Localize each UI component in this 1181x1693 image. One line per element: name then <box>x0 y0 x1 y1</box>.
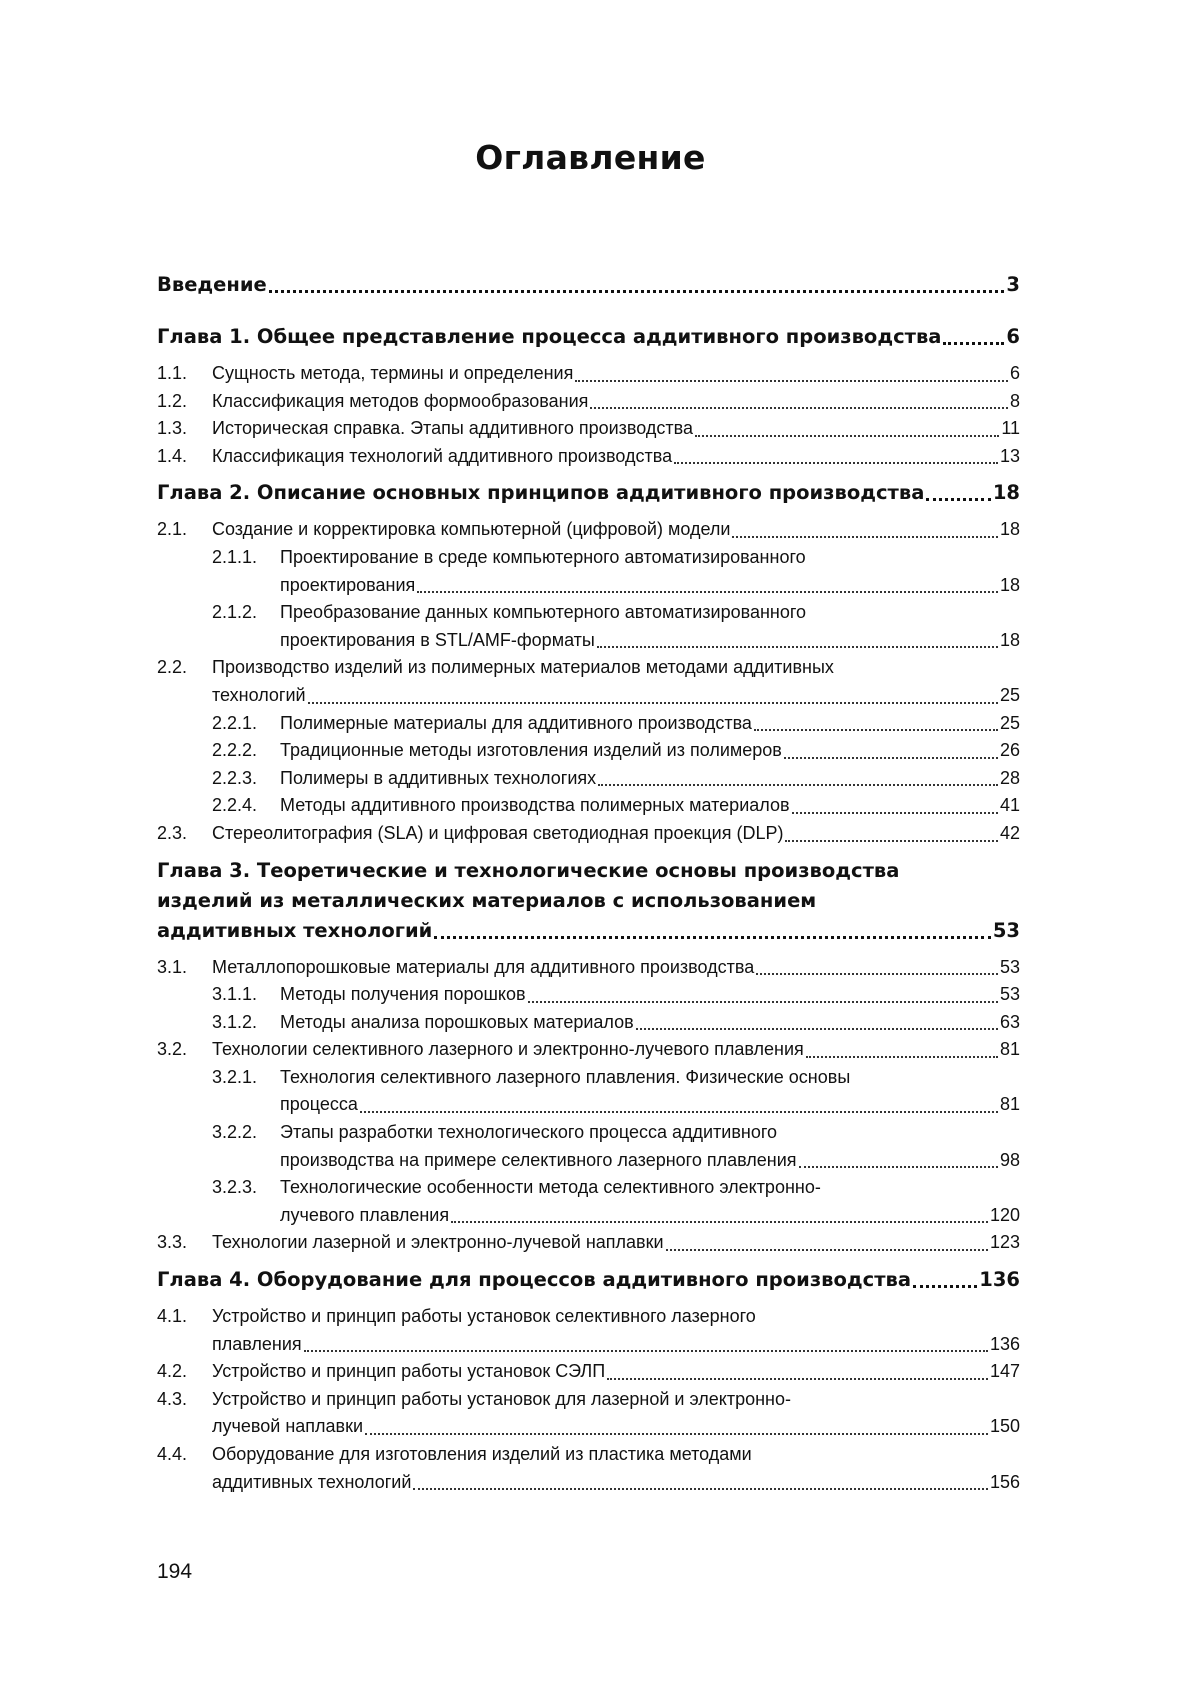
toc-entry-number: 4.1. <box>157 1306 188 1327</box>
toc-entry-text: Металлопорошковые материалы для аддитивного производства <box>212 956 755 977</box>
leader-dots <box>926 497 991 501</box>
toc-page-number: 120 <box>989 1204 1020 1225</box>
toc-entry-text: проектирования в STL/AMF-форматы <box>280 629 595 650</box>
toc-entry[interactable] <box>157 360 1020 388</box>
toc-page-number: 53 <box>999 956 1020 977</box>
toc-entry-number: 1.3. <box>157 418 188 439</box>
toc-entry-text: технологий <box>212 684 306 705</box>
toc-entry-number: 1.4. <box>157 445 188 466</box>
toc-page-number: 8 <box>1009 390 1020 411</box>
toc-entry-text: Глава 1. Общее представление процесса аддитивного производства <box>157 325 942 348</box>
toc-entry[interactable] <box>157 443 1020 471</box>
toc-entry-continuation[interactable] <box>157 1331 1020 1359</box>
toc-entry-number: 3.1. <box>157 956 188 977</box>
toc-entry-text: Преобразование данных компьютерного автоматизированного <box>280 602 807 623</box>
toc-entry[interactable] <box>157 1009 1020 1037</box>
toc-page-number: 150 <box>989 1416 1020 1437</box>
toc-entry-number: 4.4. <box>157 1444 188 1464</box>
toc-entry[interactable] <box>157 544 1020 572</box>
leader-dots <box>943 341 1004 345</box>
toc-entry-continuation[interactable] <box>157 572 1020 600</box>
leader-dots <box>799 1165 998 1168</box>
toc-entry-text: Полимеры в аддитивных технологиях <box>280 767 597 788</box>
toc-entry[interactable] <box>157 1064 1020 1092</box>
toc-entry-number: 3.1.2. <box>212 1011 258 1032</box>
toc-entry-continuation[interactable] <box>157 1147 1020 1175</box>
leader-dots <box>636 1027 998 1030</box>
toc-entry[interactable] <box>157 954 1020 982</box>
toc-entry-number: 2.1.1. <box>212 546 258 567</box>
toc-entry-continuation[interactable] <box>157 627 1020 655</box>
toc-entry-number: 2.2.1. <box>212 712 258 733</box>
toc-entry[interactable] <box>157 820 1020 848</box>
toc-entry-text: Традиционные методы изготовления изделий из полимеров <box>280 740 782 761</box>
toc-page-number: 26 <box>999 740 1020 761</box>
toc-entry-continuation[interactable] <box>157 1413 1020 1441</box>
leader-dots <box>784 756 998 759</box>
toc-entry-number: 3.2. <box>157 1039 188 1060</box>
toc-entry[interactable] <box>157 415 1020 443</box>
toc-entry-text: Историческая справка. Этапы аддитивного производства <box>212 418 693 439</box>
toc-entry-number: 3.3. <box>157 1232 188 1253</box>
toc-entry-number: 2.2. <box>157 657 188 678</box>
toc-entry[interactable] <box>157 792 1020 820</box>
leader-dots <box>674 461 998 464</box>
toc-entry-text: Методы получения порошков <box>280 984 526 1005</box>
leader-dots <box>785 839 998 842</box>
toc-entry-text: Методы аддитивного производства полимерных материалов <box>280 795 790 816</box>
toc-entry-text: плавления <box>212 1333 302 1354</box>
toc-entry-text: Методы анализа порошковых материалов <box>280 1011 634 1032</box>
toc-entry-text: Технологии лазерной и электронно-лучевой наплавки <box>212 1232 664 1253</box>
leader-dots <box>590 406 1008 409</box>
toc-page-number: 13 <box>999 445 1020 466</box>
toc-page-number: 3 <box>1006 273 1020 296</box>
leader-dots <box>913 1284 977 1288</box>
toc-entry-text: Полимерные материалы для аддитивного производства <box>280 712 752 733</box>
toc-entry-text: Глава 2. Описание основных принципов аддитивного производства <box>157 481 925 505</box>
toc-entry-text: процесса <box>280 1094 358 1115</box>
toc-entry-text: Устройство и принцип работы установок селективного лазерного <box>212 1306 756 1327</box>
toc-entry[interactable] <box>157 765 1020 793</box>
toc-entry[interactable] <box>157 516 1020 544</box>
toc-entry-text: лучевой наплавки <box>212 1416 364 1437</box>
toc-entry-text: Технологии селективного лазерного и электронно-лучевого плавления <box>212 1039 804 1060</box>
leader-dots <box>434 935 991 939</box>
leader-dots <box>695 434 999 437</box>
toc-entry-number: 2.2.4. <box>212 795 258 816</box>
toc-entry-number: 3.1.1. <box>212 984 258 1005</box>
leader-dots <box>413 1487 988 1490</box>
toc-entry-text: Классификация технологий аддитивного производства <box>212 445 673 466</box>
toc-entry[interactable] <box>157 1119 1020 1147</box>
toc-entry[interactable] <box>157 1036 1020 1064</box>
toc-entry-number: 3.2.1. <box>212 1066 258 1087</box>
toc-entry-text: аддитивных технологий <box>212 1471 412 1492</box>
toc-page-number: 18 <box>999 629 1020 650</box>
leader-dots <box>666 1248 988 1251</box>
toc-chapter-4[interactable] <box>157 1265 1020 1295</box>
toc-page-number: 98 <box>999 1149 1020 1170</box>
toc-entry[interactable] <box>157 737 1020 765</box>
toc-entry-number: 1.2. <box>157 390 188 411</box>
toc-page-number: 156 <box>989 1471 1020 1492</box>
toc-page-number: 18 <box>999 519 1020 540</box>
toc-chapter-3-continuation[interactable] <box>157 886 1020 916</box>
toc-entry-number: 2.2.3. <box>212 767 258 788</box>
leader-dots <box>360 1110 998 1113</box>
toc-chapter-3-continuation[interactable] <box>157 916 1020 946</box>
toc-entry[interactable] <box>157 1174 1020 1202</box>
toc-entry[interactable] <box>157 1303 1020 1331</box>
toc-entry-number: 2.1. <box>157 519 188 540</box>
toc-entry-continuation[interactable] <box>157 1202 1020 1230</box>
toc-entry-intro[interactable] <box>157 270 1020 300</box>
toc-entry-text: Сущность метода, термины и определения <box>212 363 574 383</box>
toc-entry-text: Устройство и принцип работы установок для лазерной и электронно- <box>212 1388 791 1409</box>
table-of-contents <box>157 270 1020 1496</box>
leader-dots <box>304 1349 988 1352</box>
toc-page-number: 136 <box>989 1333 1020 1354</box>
leader-dots <box>269 289 1005 293</box>
toc-entry-number: 2.1.2. <box>212 602 258 623</box>
toc-page-number: 28 <box>999 767 1020 788</box>
toc-entry[interactable] <box>157 1386 1020 1414</box>
toc-entry-text: лучевого плавления <box>280 1204 450 1225</box>
toc-entry-number: 1.1. <box>157 363 188 383</box>
toc-chapter-2[interactable] <box>157 478 1020 508</box>
toc-entry-text: Создание и корректировка компьютерной (цифровой) модели <box>212 519 731 540</box>
toc-entry-number: 4.3. <box>157 1388 188 1409</box>
toc-page-number: 6 <box>1009 363 1020 383</box>
toc-page-number: 18 <box>999 574 1020 595</box>
toc-entry-number: 4.2. <box>157 1361 188 1382</box>
toc-entry-continuation[interactable] <box>157 682 1020 710</box>
leader-dots <box>451 1220 988 1223</box>
toc-entry-text: Стереолитография (SLA) и цифровая светодиодная проекция (DLP) <box>212 822 784 843</box>
toc-page-number: 63 <box>999 1011 1020 1032</box>
leader-dots <box>417 590 998 593</box>
leader-dots <box>732 535 998 538</box>
leader-dots <box>756 972 998 975</box>
toc-entry-text: Производство изделий из полимерных материалов методами аддитивных <box>212 657 834 678</box>
toc-entry-text: Глава 4. Оборудование для процессов аддитивного производства <box>157 1268 911 1292</box>
leader-dots <box>528 1000 998 1003</box>
toc-entry-continuation[interactable] <box>157 1091 1020 1119</box>
toc-entry[interactable] <box>157 981 1020 1009</box>
toc-page-number: 41 <box>999 795 1020 816</box>
toc-entry-text: изделий из металлических материалов с использованием <box>157 888 817 912</box>
toc-entry-text: аддитивных технологий <box>157 918 433 942</box>
toc-chapter-1[interactable] <box>157 322 1020 352</box>
toc-chapter-3[interactable] <box>157 856 1020 886</box>
toc-page-number: 11 <box>1001 418 1020 439</box>
page-title: Оглавление <box>475 138 706 177</box>
page-number: 194 <box>157 1560 193 1583</box>
toc-entry-text: Технологические особенности метода селективного электронно- <box>280 1177 821 1198</box>
toc-entry-continuation[interactable] <box>157 1469 1020 1497</box>
toc-entry[interactable] <box>157 388 1020 416</box>
leader-dots <box>806 1055 998 1058</box>
leader-dots <box>607 1377 988 1380</box>
toc-page-number: 53 <box>992 918 1020 942</box>
leader-dots <box>597 645 998 648</box>
toc-entry-text: Устройство и принцип работы установок СЭЛП <box>212 1361 606 1382</box>
toc-page-number: 147 <box>989 1361 1020 1382</box>
toc-entry-text: Оборудование для изготовления изделий из пластика методами <box>212 1444 752 1464</box>
toc-entry-number: 2.3. <box>157 822 188 843</box>
toc-entry[interactable] <box>157 654 1020 682</box>
leader-dots <box>598 783 998 786</box>
toc-page-number: 123 <box>989 1232 1020 1253</box>
toc-entry-text: Проектирование в среде компьютерного автоматизированного <box>280 546 806 567</box>
toc-page-number: 25 <box>999 712 1020 733</box>
toc-page-number: 25 <box>999 684 1020 705</box>
toc-page-number: 53 <box>999 984 1020 1005</box>
leader-dots <box>792 811 998 814</box>
toc-entry[interactable] <box>157 1441 1020 1469</box>
leader-dots <box>575 379 1008 382</box>
toc-page-number: 81 <box>999 1039 1020 1060</box>
leader-dots <box>754 728 998 731</box>
toc-entry-text: Этапы разработки технологического процесса аддитивного <box>280 1122 778 1143</box>
toc-page-number: 136 <box>979 1268 1020 1292</box>
toc-entry-text: Технология селективного лазерного плавления. Физические основы <box>280 1066 851 1087</box>
toc-page-number: 6 <box>1006 325 1020 348</box>
toc-entry[interactable] <box>157 710 1020 738</box>
toc-entry-text: Глава 3. Теоретические и технологические основы производства <box>157 858 900 882</box>
toc-entry[interactable] <box>157 1229 1020 1257</box>
toc-page-number: 81 <box>999 1094 1020 1115</box>
toc-entry-text: Введение <box>157 273 267 296</box>
toc-entry-number: 3.2.3. <box>212 1177 258 1198</box>
toc-page-number: 18 <box>992 481 1020 505</box>
toc-entry[interactable] <box>157 599 1020 627</box>
toc-entry-text: Классификация методов формообразования <box>212 390 589 411</box>
toc-entry[interactable] <box>157 1358 1020 1386</box>
toc-page-number: 42 <box>999 822 1020 843</box>
toc-entry-number: 3.2.2. <box>212 1122 258 1143</box>
leader-dots <box>365 1432 988 1435</box>
toc-entry-text: проектирования <box>280 574 416 595</box>
toc-entry-number: 2.2.2. <box>212 740 258 761</box>
toc-entry-text: производства на примере селективного лазерного плавления <box>280 1149 797 1170</box>
leader-dots <box>308 701 998 704</box>
